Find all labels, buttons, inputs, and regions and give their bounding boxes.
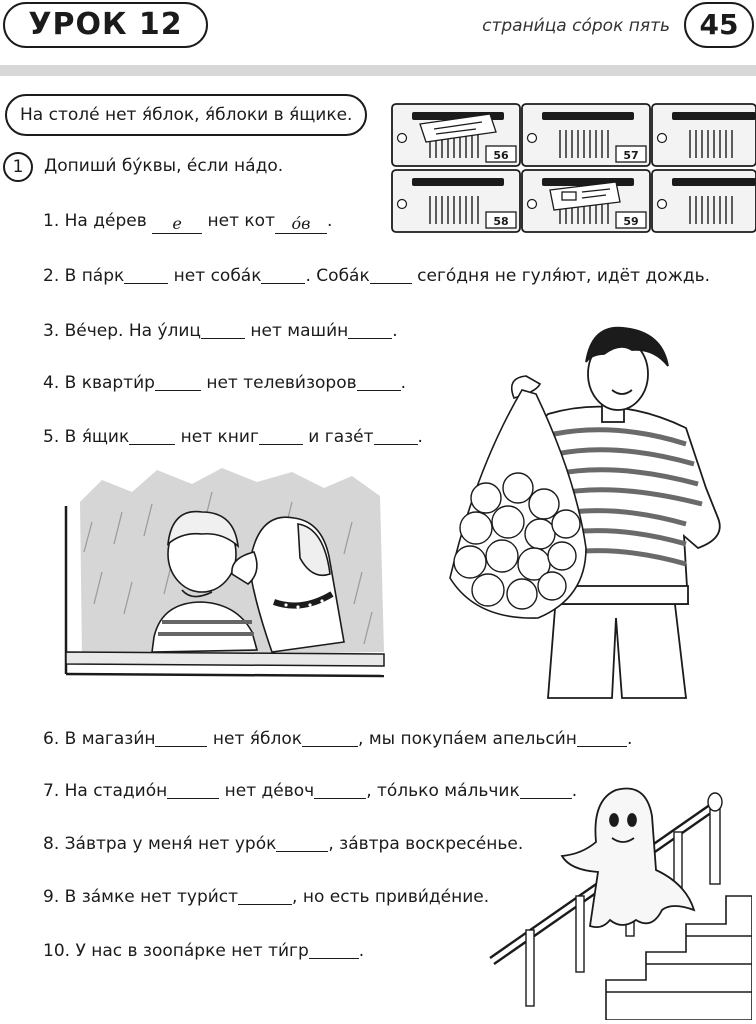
answer-blank[interactable]	[309, 941, 359, 959]
example-sentence: На столе́ нет я́блок, я́блоки в я́щике.	[5, 94, 367, 136]
answer-blank[interactable]	[261, 266, 305, 284]
mailboxes-illustration	[390, 102, 756, 236]
exercise-4: 4. В кварти́р нет телеви́зоров .	[43, 373, 407, 393]
answer-blank[interactable]	[238, 887, 292, 905]
mailbox-number: 58	[493, 215, 509, 228]
exercise-9: 9. В за́мке нет тури́ст , но есть приви́де́ние.	[43, 887, 490, 907]
exercise-6: 6. В магази́н нет я́блок , мы покупа́ем апельси́н .	[43, 729, 633, 749]
answer-blank[interactable]	[577, 729, 627, 747]
answer-blank[interactable]	[357, 373, 401, 391]
task-number-badge: 1	[3, 152, 33, 182]
answer-blank[interactable]	[201, 321, 245, 339]
exercise-10: 10. У нас в зоопа́рке нет ти́гр .	[43, 941, 365, 961]
answer-blank[interactable]	[370, 266, 412, 284]
boy-with-apples-illustration	[436, 318, 726, 700]
exercise-8: 8. За́втра у меня́ нет уро́к , за́втра воскресе́нье.	[43, 834, 524, 854]
answer-blank[interactable]	[314, 781, 366, 799]
answer-blank[interactable]	[348, 321, 392, 339]
ghost-staircase-illustration	[486, 780, 752, 1020]
page-number: 45	[684, 2, 754, 48]
lesson-title: УРОК 12	[3, 2, 208, 48]
exercise-1: 1. На де́рев е нет кот о́в .	[43, 211, 333, 233]
exercise-7: 7. На стадио́н нет де́воч , то́лько ма́льчик .	[43, 781, 578, 801]
answer-blank[interactable]	[167, 781, 219, 799]
answer-blank[interactable]	[276, 834, 328, 852]
answer-blank[interactable]: о́в	[275, 216, 327, 234]
answer-blank[interactable]	[124, 266, 168, 284]
exercise-2: 2. В па́рк нет соба́к . Соба́к сего́дня не гуля́ют, идёт дождь.	[43, 266, 711, 286]
header-divider	[0, 65, 756, 76]
mailbox-number: 57	[623, 149, 639, 162]
task-instruction: Допиши́ бу́квы, е́сли на́до.	[44, 156, 284, 176]
mailbox-number: 56	[493, 149, 509, 162]
answer-blank[interactable]	[374, 427, 418, 445]
answer-blank[interactable]	[129, 427, 175, 445]
exercise-3: 3. Ве́чер. На у́лиц нет маши́н .	[43, 321, 398, 341]
answer-blank[interactable]	[259, 427, 303, 445]
answer-blank[interactable]	[302, 729, 358, 747]
answer-blank[interactable]	[155, 729, 207, 747]
exercise-5: 5. В я́щик нет книг и газе́т .	[43, 427, 423, 447]
answer-blank[interactable]	[155, 373, 201, 391]
boy-dog-window-illustration	[62, 462, 402, 684]
mailbox-number: 59	[623, 215, 639, 228]
page-caption: страни́ца со́рок пять	[482, 16, 670, 36]
answer-blank[interactable]: е	[152, 216, 202, 234]
